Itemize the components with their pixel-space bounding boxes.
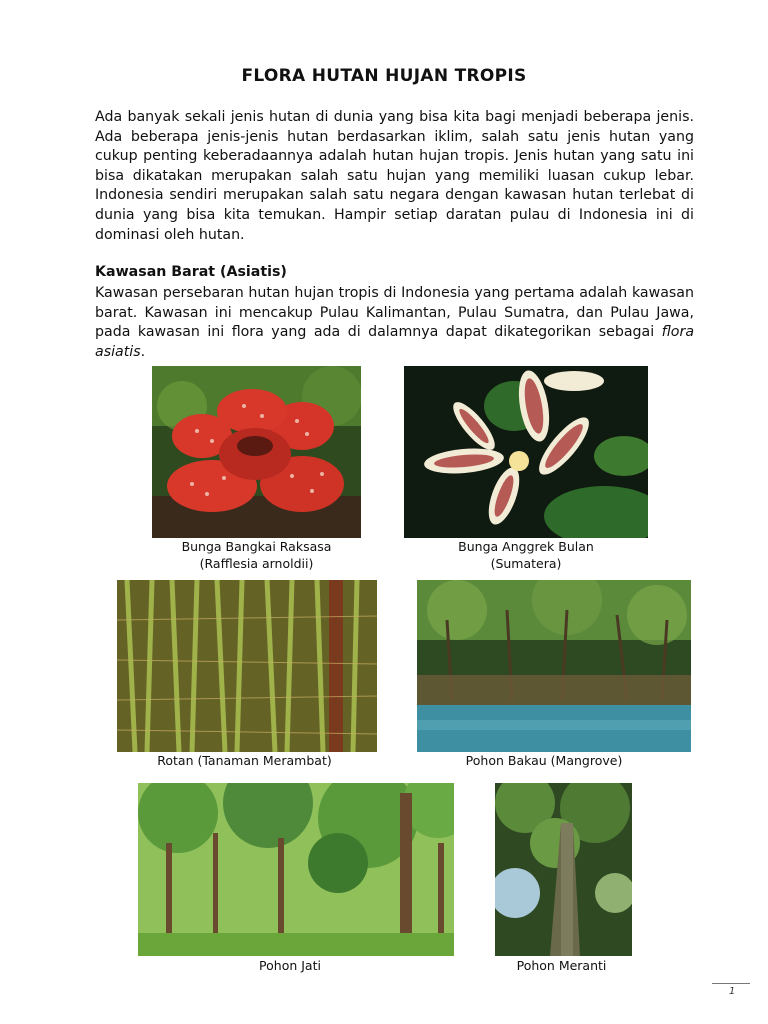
caption-meranti [495, 957, 628, 974]
caption-anggrek-line2: (Sumatera) [490, 556, 562, 571]
section-paragraph [95, 284, 694, 362]
caption-bakau [417, 752, 671, 769]
anggrek-photo [404, 366, 648, 538]
caption-rafflesia [152, 538, 361, 572]
caption-rotan [117, 752, 372, 769]
bakau-photo [417, 580, 691, 752]
section-text: Kawasan persebaran hutan hujan tropis di Indonesia yang pertama adalah kawasan barat. Kawasan ini mencakup Pulau Kalimantan, Pulau Sumatra, dan Pulau Jawa, pada kawasan ini flora yang ada di dalamnya dapat dikategorikan sebagai [95, 285, 694, 341]
section-text-italic: flora asiatis [95, 324, 695, 360]
document-title: FLORA HUTAN HUJAN TROPIS [241, 66, 527, 86]
caption-meranti-line1: Pohon Meranti [516, 958, 607, 973]
rotan-photo [117, 580, 377, 752]
caption-anggrek-line1: Bunga Anggrek Bulan [458, 539, 594, 554]
intro-paragraph: Ada banyak sekali jenis hutan di dunia yang bisa kita bagi menjadi beberapa jenis. Ada beberapa jenis-jenis hutan berdasarkan iklim, salah satu jenis hutan yang cukup penting keberadaannya adalah hutan hujan tropis. Jenis hutan yang satu ini bisa dikatakan merupakan salah satu hujan yang memiliki luasan cukup lebar. Indonesia sendiri merupakan salah satu negara dengan kawasan hutan terlebat di dunia yang bisa kita temukan. Hampir setiap daratan pulau di Indonesia ini di dominasi oleh hutan. [95, 109, 694, 243]
caption-rafflesia-line1: Bunga Bangkai Raksasa [181, 539, 332, 554]
page-number: 1 [728, 986, 736, 997]
section-text-end: . [140, 343, 146, 360]
caption-rotan-line1: Rotan (Tanaman Merambat) [157, 753, 332, 768]
caption-anggrek [404, 538, 648, 572]
caption-jati [138, 957, 442, 974]
jati-photo [138, 783, 454, 956]
caption-jati-line1: Pohon Jati [259, 958, 321, 973]
caption-bakau-line1: Pohon Bakau (Mangrove) [465, 753, 623, 768]
section-heading: Kawasan Barat (Asiatis) [95, 264, 287, 280]
meranti-photo [495, 783, 632, 956]
caption-rafflesia-line2: (Rafflesia arnoldii) [199, 556, 314, 571]
rafflesia-photo [152, 366, 361, 538]
footer-rule [712, 983, 750, 984]
